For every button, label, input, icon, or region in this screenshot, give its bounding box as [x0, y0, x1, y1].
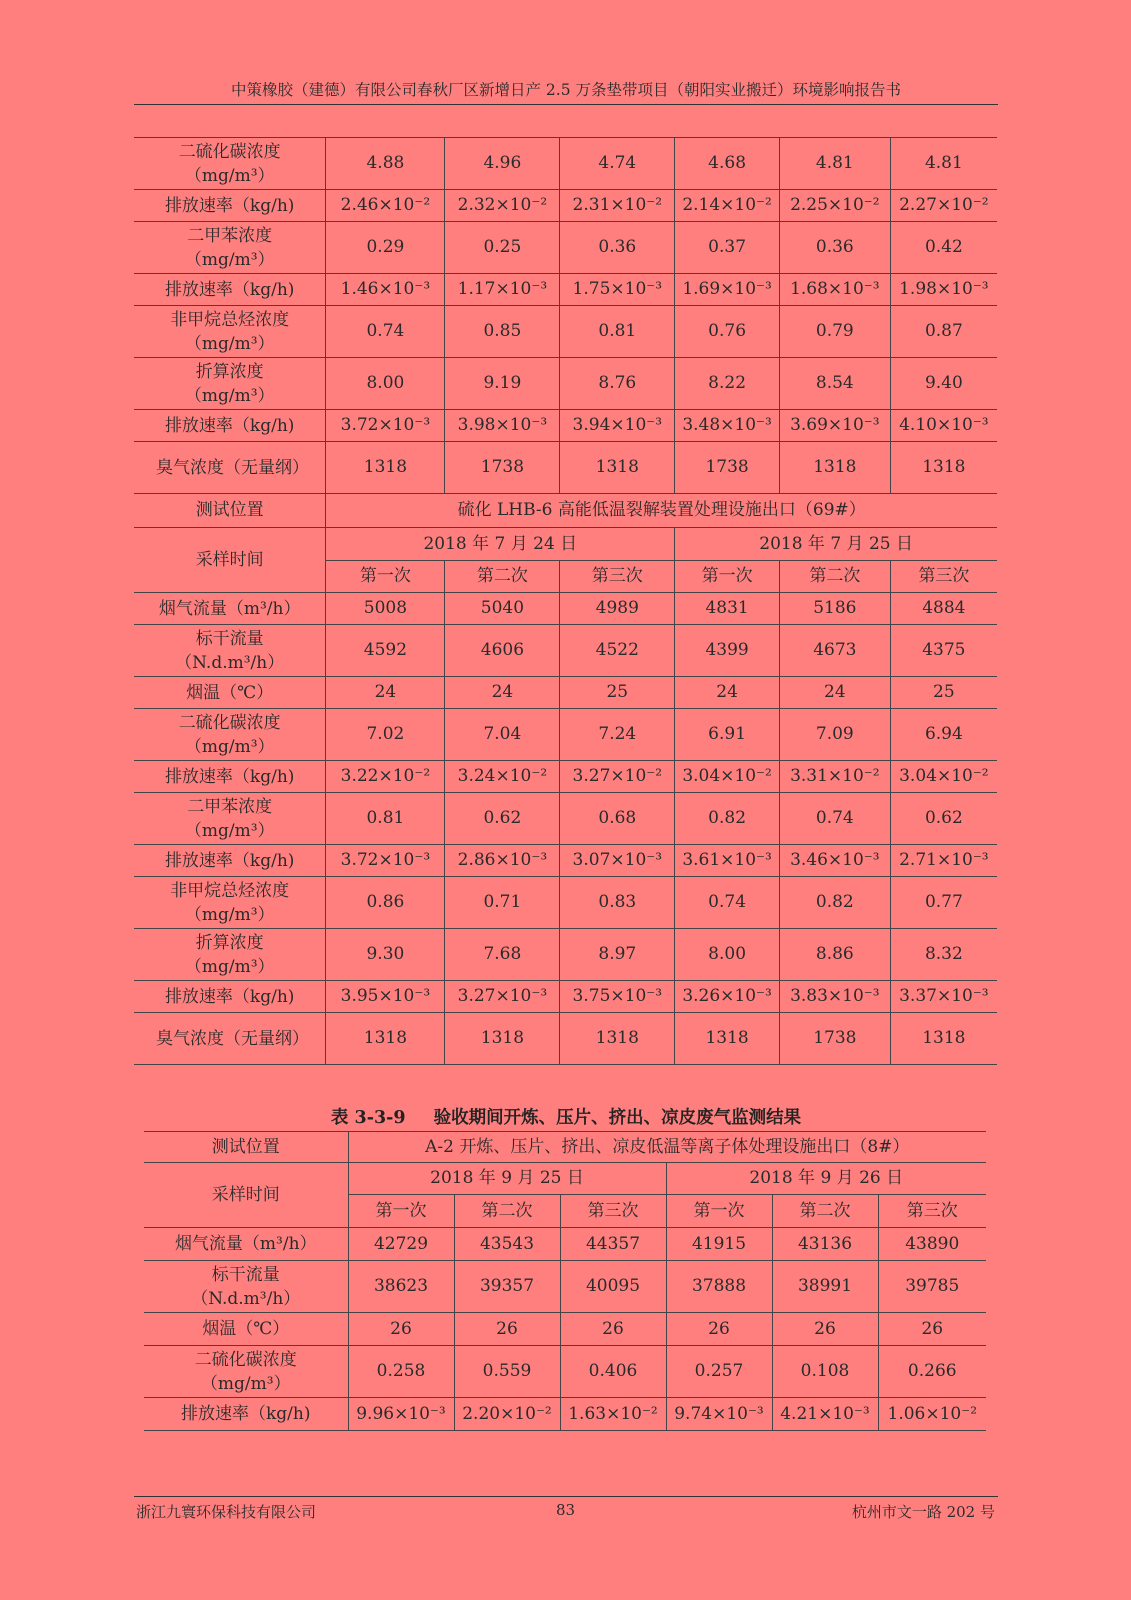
table-row: [134, 593, 997, 625]
table-row: [134, 981, 997, 1013]
table-cell: 26: [666, 1313, 772, 1346]
table-cell: 44357: [560, 1228, 666, 1261]
header-rule: [134, 104, 998, 105]
table-cell: 42729: [348, 1228, 454, 1261]
table-cell: 0.42: [890, 222, 997, 274]
table-cell: 0.86: [326, 877, 445, 929]
table-cell: 1318: [326, 442, 445, 494]
table-cell: 1738: [779, 1013, 890, 1065]
table-cell: 4.74: [560, 138, 675, 190]
table1-header-body: [134, 494, 997, 593]
table-cell: 24: [445, 677, 560, 709]
table-cell: 38623: [348, 1261, 454, 1313]
table-cell: 5008: [326, 593, 445, 625]
table-cell: 8.22: [675, 358, 780, 410]
table-row: [134, 274, 997, 306]
table-cell: 4.81: [779, 138, 890, 190]
page-header: 中策橡胶（建德）有限公司春秋厂区新增日产 2.5 万条垫带项目（朝阳实业搬迁）环境影响报告书: [230, 81, 901, 99]
table-cell: 26: [560, 1313, 666, 1346]
table-cell: 2.25×10⁻²: [779, 190, 890, 222]
table-cell: 1.68×10⁻³: [779, 274, 890, 306]
table-row: [134, 306, 997, 358]
table-cell: 3.24×10⁻²: [445, 761, 560, 793]
table-cell: 0.74: [326, 306, 445, 358]
footer-address: 杭州市文一路 202 号: [851, 1503, 995, 1521]
sampling-time-label: 采样时间: [134, 528, 326, 593]
table-cell: 1318: [779, 442, 890, 494]
table-cell: 7.24: [560, 709, 675, 761]
table-cell: 4.96: [445, 138, 560, 190]
table-cell: 1.98×10⁻³: [890, 274, 997, 306]
table-cell: 0.266: [878, 1346, 986, 1398]
table-cell: 8.86: [779, 929, 890, 981]
table-row: [134, 1013, 997, 1065]
run-header: 第一次: [666, 1195, 772, 1228]
row-label: 二硫化碳浓度（mg/m³）: [144, 1346, 348, 1398]
page-number: 83: [555, 1501, 576, 1519]
table-cell: 0.87: [890, 306, 997, 358]
table-cell: 3.72×10⁻³: [326, 845, 445, 877]
table-cell: 0.83: [560, 877, 675, 929]
table-cell: 3.04×10⁻²: [675, 761, 780, 793]
table-cell: 7.02: [326, 709, 445, 761]
row-label: 排放速率（kg/h): [134, 274, 326, 306]
table-cell: 5040: [445, 593, 560, 625]
table-cell: 2.27×10⁻²: [890, 190, 997, 222]
table-cell: 2.31×10⁻²: [560, 190, 675, 222]
table-cell: 3.04×10⁻²: [890, 761, 997, 793]
table-cell: 0.108: [772, 1346, 878, 1398]
table-cell: 43543: [454, 1228, 560, 1261]
table-cell: 9.19: [445, 358, 560, 410]
table-row: [144, 1346, 986, 1398]
table-row: [144, 1261, 986, 1313]
row-label: 臭气浓度（无量纲）: [134, 1013, 326, 1065]
table-cell: 8.32: [890, 929, 997, 981]
table-cell: 39785: [878, 1261, 986, 1313]
table-cell: 3.27×10⁻³: [445, 981, 560, 1013]
table-cell: 26: [878, 1313, 986, 1346]
row-label: 排放速率（kg/h): [134, 981, 326, 1013]
run-header: 第三次: [890, 561, 997, 593]
table-cell: 2.14×10⁻²: [675, 190, 780, 222]
row-label: 排放速率（kg/h): [134, 410, 326, 442]
row-label: 折算浓度（mg/m³）: [134, 929, 326, 981]
row-label: 二硫化碳浓度（mg/m³）: [134, 709, 326, 761]
table-cell: 0.37: [675, 222, 780, 274]
table-cell: 9.30: [326, 929, 445, 981]
table-cell: 37888: [666, 1261, 772, 1313]
table-cell: 0.82: [675, 793, 780, 845]
run-header: 第三次: [560, 1195, 666, 1228]
table-row: [134, 442, 997, 494]
table-cell: 26: [454, 1313, 560, 1346]
caption-title: 验收期间开炼、压片、挤出、凉皮废气监测结果: [433, 1108, 802, 1128]
row-label: 烟气流量（m³/h）: [134, 593, 326, 625]
table-row: [134, 138, 997, 190]
table-cell: 3.95×10⁻³: [326, 981, 445, 1013]
table-cell: 3.61×10⁻³: [675, 845, 780, 877]
table-row: [144, 1313, 986, 1346]
table-cell: 3.69×10⁻³: [779, 410, 890, 442]
row-label: 烟气流量（m³/h）: [144, 1228, 348, 1261]
table-cell: 1318: [326, 1013, 445, 1065]
footer-company: 浙江九寰环保科技有限公司: [136, 1503, 317, 1521]
table-cell: 3.27×10⁻²: [560, 761, 675, 793]
table-cell: 3.37×10⁻³: [890, 981, 997, 1013]
table-row: [134, 793, 997, 845]
table-row: [134, 358, 997, 410]
table-cell: 6.91: [675, 709, 780, 761]
table-cell: 4884: [890, 593, 997, 625]
table-cell: 1318: [445, 1013, 560, 1065]
table-cell: 2.20×10⁻²: [454, 1398, 560, 1431]
table-row: [134, 625, 997, 677]
table-row: [134, 877, 997, 929]
table1-bottom-body: [134, 593, 997, 1065]
table-cell: 3.22×10⁻²: [326, 761, 445, 793]
table-row: [144, 1228, 986, 1261]
table-cell: 0.79: [779, 306, 890, 358]
footer-rule: [134, 1496, 998, 1497]
table-cell: 0.85: [445, 306, 560, 358]
row-label: 排放速率（kg/h): [144, 1398, 348, 1431]
table-cell: 8.76: [560, 358, 675, 410]
table-row: [134, 190, 997, 222]
table-cell: 1738: [675, 442, 780, 494]
table-cell: 4.21×10⁻³: [772, 1398, 878, 1431]
table-cell: 3.26×10⁻³: [675, 981, 780, 1013]
table-cell: 2.32×10⁻²: [445, 190, 560, 222]
table-cell: 1738: [445, 442, 560, 494]
table-cell: 39357: [454, 1261, 560, 1313]
table-cell: 24: [779, 677, 890, 709]
table1-top-body: [134, 138, 997, 494]
table-cell: 4989: [560, 593, 675, 625]
table-cell: 1318: [890, 442, 997, 494]
table-cell: 0.76: [675, 306, 780, 358]
table-cell: 0.62: [890, 793, 997, 845]
table-cell: 4399: [675, 625, 780, 677]
table-cell: 3.31×10⁻²: [779, 761, 890, 793]
table-cell: 6.94: [890, 709, 997, 761]
table-cell: 0.36: [560, 222, 675, 274]
table-cell: 43136: [772, 1228, 878, 1261]
table-cell: 2.46×10⁻²: [326, 190, 445, 222]
location-label: 测试位置: [144, 1132, 348, 1163]
table-cell: 43890: [878, 1228, 986, 1261]
table-cell: 7.09: [779, 709, 890, 761]
table-cell: 1.17×10⁻³: [445, 274, 560, 306]
row-label: 排放速率（kg/h): [134, 190, 326, 222]
table-cell: 24: [675, 677, 780, 709]
caption-number: 表 3-3-9: [330, 1108, 406, 1128]
table-cell: 9.40: [890, 358, 997, 410]
table-row: [144, 1398, 986, 1431]
run-header: 第二次: [779, 561, 890, 593]
table-cell: 5186: [779, 593, 890, 625]
sampling-time-label: 采样时间: [144, 1163, 348, 1228]
table-cell: 1318: [675, 1013, 780, 1065]
run-header: 第一次: [326, 561, 445, 593]
monitoring-table-continued: [134, 137, 997, 1065]
table-row: [134, 929, 997, 981]
date-1: 2018 年 7 月 24 日: [326, 528, 675, 561]
table-row: [134, 677, 997, 709]
run-header: 第三次: [878, 1195, 986, 1228]
table-cell: 4522: [560, 625, 675, 677]
table-cell: 0.77: [890, 877, 997, 929]
run-header: 第三次: [560, 561, 675, 593]
run-header: 第二次: [454, 1195, 560, 1228]
row-label: 折算浓度（mg/m³）: [134, 358, 326, 410]
table-cell: 7.04: [445, 709, 560, 761]
table-row: [134, 845, 997, 877]
row-label: 烟温（℃）: [134, 677, 326, 709]
location-label: 测试位置: [134, 494, 326, 528]
table-cell: 1318: [890, 1013, 997, 1065]
row-label: 非甲烷总烃浓度（mg/m³）: [134, 877, 326, 929]
table-cell: 0.62: [445, 793, 560, 845]
table-cell: 3.83×10⁻³: [779, 981, 890, 1013]
row-label: 二甲苯浓度（mg/m³）: [134, 793, 326, 845]
table-cell: 38991: [772, 1261, 878, 1313]
table2-body: [144, 1228, 986, 1431]
table-cell: 1.69×10⁻³: [675, 274, 780, 306]
table-cell: 7.68: [445, 929, 560, 981]
table-cell: 26: [772, 1313, 878, 1346]
table-cell: 2.86×10⁻³: [445, 845, 560, 877]
table-cell: 4592: [326, 625, 445, 677]
table-cell: 4831: [675, 593, 780, 625]
row-label: 排放速率（kg/h): [134, 845, 326, 877]
table-row: [134, 410, 997, 442]
table-cell: 0.81: [326, 793, 445, 845]
table-cell: 4.10×10⁻³: [890, 410, 997, 442]
table-cell: 0.25: [445, 222, 560, 274]
run-header: 第一次: [348, 1195, 454, 1228]
row-label: 标干流量（N.d.m³/h）: [144, 1261, 348, 1313]
row-label: 非甲烷总烃浓度（mg/m³）: [134, 306, 326, 358]
table-cell: 3.72×10⁻³: [326, 410, 445, 442]
table-cell: 1.06×10⁻²: [878, 1398, 986, 1431]
date-1: 2018 年 9 月 25 日: [348, 1163, 666, 1195]
table-cell: 0.559: [454, 1346, 560, 1398]
table-cell: 3.46×10⁻³: [779, 845, 890, 877]
table-cell: 0.74: [779, 793, 890, 845]
table-cell: 9.96×10⁻³: [348, 1398, 454, 1431]
table-cell: 0.258: [348, 1346, 454, 1398]
table-cell: 4673: [779, 625, 890, 677]
table-cell: 0.68: [560, 793, 675, 845]
table-cell: 24: [326, 677, 445, 709]
table-cell: 0.36: [779, 222, 890, 274]
table-cell: 3.07×10⁻³: [560, 845, 675, 877]
table-cell: 3.94×10⁻³: [560, 410, 675, 442]
table-row: [134, 761, 997, 793]
monitoring-table-3-3-9: [144, 1131, 986, 1431]
run-header: 第二次: [445, 561, 560, 593]
row-label: 二甲苯浓度（mg/m³）: [134, 222, 326, 274]
table-cell: 25: [560, 677, 675, 709]
table-cell: 8.54: [779, 358, 890, 410]
table-cell: 9.74×10⁻³: [666, 1398, 772, 1431]
table-cell: 1.75×10⁻³: [560, 274, 675, 306]
table-cell: 8.00: [326, 358, 445, 410]
table2-header-body: [144, 1132, 986, 1228]
table-cell: 0.82: [779, 877, 890, 929]
row-label: 二硫化碳浓度（mg/m³）: [134, 138, 326, 190]
table-cell: 3.98×10⁻³: [445, 410, 560, 442]
table-cell: 0.406: [560, 1346, 666, 1398]
table-cell: 26: [348, 1313, 454, 1346]
location-value: 硫化 LHB-6 高能低温裂解装置处理设施出口（69#）: [326, 494, 997, 528]
table-cell: 0.74: [675, 877, 780, 929]
table-cell: 1.46×10⁻³: [326, 274, 445, 306]
table-cell: 1318: [560, 1013, 675, 1065]
table-cell: 0.257: [666, 1346, 772, 1398]
date-2: 2018 年 7 月 25 日: [675, 528, 997, 561]
table-cell: 3.48×10⁻³: [675, 410, 780, 442]
table-cell: 0.81: [560, 306, 675, 358]
table-cell: 41915: [666, 1228, 772, 1261]
table-cell: 0.71: [445, 877, 560, 929]
table-row: [134, 709, 997, 761]
row-label: 烟温（℃）: [144, 1313, 348, 1346]
table-cell: 3.75×10⁻³: [560, 981, 675, 1013]
table-cell: 4375: [890, 625, 997, 677]
date-2: 2018 年 9 月 26 日: [666, 1163, 986, 1195]
table-cell: 1318: [560, 442, 675, 494]
table-cell: 25: [890, 677, 997, 709]
row-label: 标干流量（N.d.m³/h）: [134, 625, 326, 677]
table-cell: 4.68: [675, 138, 780, 190]
table-cell: 4.81: [890, 138, 997, 190]
table-cell: 1.63×10⁻²: [560, 1398, 666, 1431]
table-cell: 0.29: [326, 222, 445, 274]
run-header: 第一次: [675, 561, 780, 593]
table-cell: 4.88: [326, 138, 445, 190]
location-value: A-2 开炼、压片、挤出、凉皮低温等离子体处理设施出口（8#）: [348, 1132, 986, 1163]
run-header: 第二次: [772, 1195, 878, 1228]
table-cell: 2.71×10⁻³: [890, 845, 997, 877]
row-label: 排放速率（kg/h): [134, 761, 326, 793]
table-cell: 8.97: [560, 929, 675, 981]
table-row: [134, 222, 997, 274]
row-label: 臭气浓度（无量纲）: [134, 442, 326, 494]
table-cell: 40095: [560, 1261, 666, 1313]
table-cell: 4606: [445, 625, 560, 677]
table-caption: [134, 1104, 998, 1129]
table-cell: 8.00: [675, 929, 780, 981]
